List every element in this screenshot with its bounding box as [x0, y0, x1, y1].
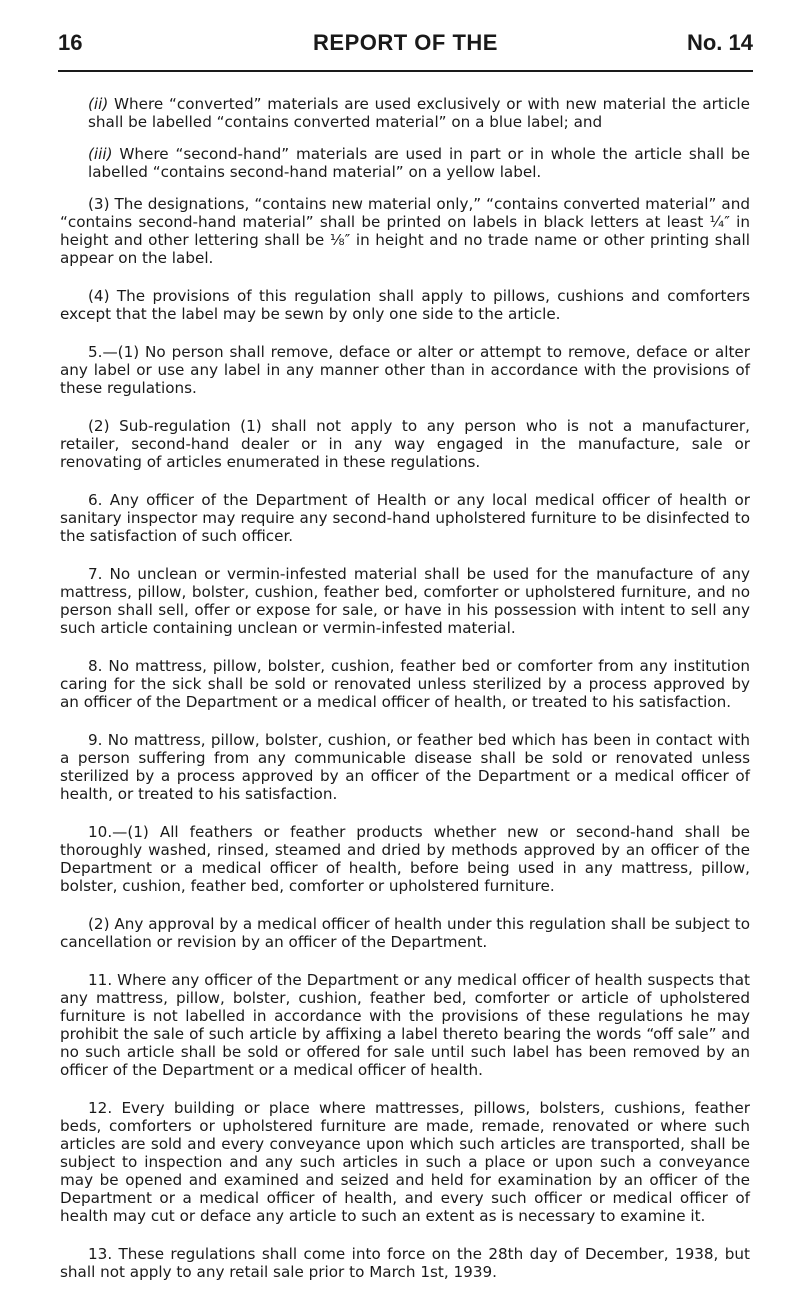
clause-numeral: (ii) — [88, 95, 109, 113]
regulation-10-1: 10.—(1) All feathers or feather products whether new or second-hand shall be thoroughly washed, rinsed, steamed and dried by methods approved by an officer of the Department or a medical officer of health, before being used in any mattress, pillow, bolster, cushion, feather bed, comforter or upholstered furniture. — [60, 823, 750, 895]
document-body — [60, 95, 750, 1301]
regulation-6: 6. Any officer of the Department of Health or any local medical officer of health or sanitary inspector may require any second-hand upholstered furniture to be disinfected to the satisfaction of such officer. — [60, 491, 750, 545]
regulation-5-1: 5.—(1) No person shall remove, deface or alter or attempt to remove, deface or alter any label or use any label in any manner other than in accordance with the provisions of these regulations. — [60, 343, 750, 397]
clause-ii — [60, 95, 750, 131]
regulation-5-2: (2) Sub-regulation (1) shall not apply to any person who is not a manufacturer, retailer, second-hand dealer or in any way engaged in the manufacture, sale or renovating of articles enumerated in these regulations. — [60, 417, 750, 471]
clause-text: Where “converted” materials are used exclusively or with new material the article shall be labelled “contains converted material” on a blue label; and — [88, 95, 750, 131]
regulation-11: 11. Where any officer of the Department or any medical officer of health suspects that any mattress, pillow, bolster, cushion, feather bed, comforter or article of upholstered furniture is not labelled in accordance with the provisions of these regulations he may prohibit the sale of such article by affixing a label thereto bearing the words “off sale” and no such article shall be sold or offered for sale until such label has been removed by an officer of the Department or a medical officer of health. — [60, 971, 750, 1079]
issue-number: No. 14 — [686, 30, 753, 55]
clause-iii — [60, 145, 750, 181]
running-title: REPORT OF THE — [313, 30, 498, 55]
page-number: 16 — [58, 30, 83, 55]
regulation-8: 8. No mattress, pillow, bolster, cushion, feather bed or comforter from any institution caring for the sick shall be sold or renovated unless sterilized by a process approved by an officer of the Department or a medical officer of health, or treated to his satisfaction. — [60, 657, 750, 711]
regulation-13: 13. These regulations shall come into force on the 28th day of December, 1938, but shall not apply to any retail sale prior to March 1st, 1939. — [60, 1245, 750, 1281]
regulation-12: 12. Every building or place where mattresses, pillows, bolsters, cushions, feather beds, comforters or upholstered furniture are made, remade, renovated or where such articles are sold and every conveyance upon which such articles are transported, shall be subject to inspection and any such articles in such a place or upon such a conveyance may be opened and examined and seized and held for examination by an officer of the Department or a medical officer of health, and every such officer or medical officer of health may cut or deface any article to such an extent as is necessary to examine it. — [60, 1099, 750, 1225]
page-header — [58, 30, 753, 72]
regulation-9: 9. No mattress, pillow, bolster, cushion, or feather bed which has been in contact with a person suffering from any communicable disease shall be sold or renovated unless sterilized by a process approved by an officer of the Department or a medical officer of health, or treated to his satisfaction. — [60, 731, 750, 803]
clause-numeral: (iii) — [88, 145, 113, 163]
paragraph-provisions: (4) The provisions of this regulation shall apply to pillows, cushions and comforters except that the label may be sewn by only one side to the article. — [60, 287, 750, 323]
regulation-10-2: (2) Any approval by a medical officer of health under this regulation shall be subject to cancellation or revision by an officer of the Department. — [60, 915, 750, 951]
paragraph-designations: (3) The designations, “contains new material only,” “contains converted material” and “contains second-hand material” shall be printed on labels in black letters at least ¼″ in height and other lettering shall be ⅛″ in height and no trade name or other printing shall appear on the label. — [60, 195, 750, 267]
clause-text: Where “second-hand” materials are used in part or in whole the article shall be labelled “contains second-hand material” on a yellow label. — [88, 145, 751, 181]
regulation-7: 7. No unclean or vermin-infested material shall be used for the manufacture of any mattress, pillow, bolster, cushion, feather bed, comforter or upholstered furniture, and no person shall sell, offer or expose for sale, or have in his possession with intent to sell any such article containing unclean or vermin-infested material. — [60, 565, 750, 637]
